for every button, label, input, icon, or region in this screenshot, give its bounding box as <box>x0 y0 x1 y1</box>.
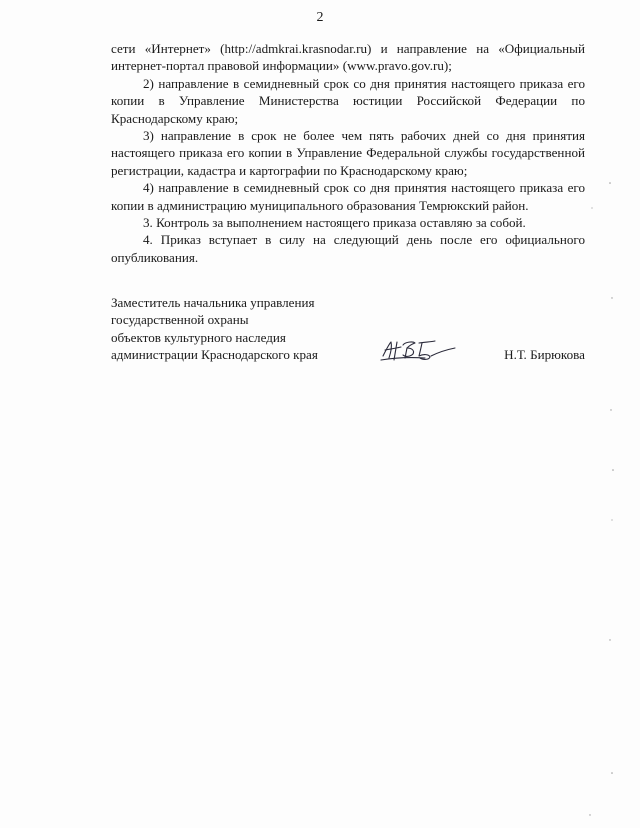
signer-name: Н.Т. Бирюкова <box>504 347 585 362</box>
position-line: администрации Краснодарского края <box>111 347 318 363</box>
paragraph-item-2: 2) направление в семидневный срок со дня принятия настоящего приказа его копии в Управление Министерства юстиции Российской Федерации по Краснодарскому краю; <box>111 75 585 126</box>
paragraph-continuation: сети «Интернет» (http://admkrai.krasnodar.ru) и направление на «Официальный интернет-портал правовой информации» (www.pravo.gov.ru); <box>111 41 585 74</box>
clause-4-effective-date: 4. Приказ вступает в силу на следующий день после его официального опубликования. <box>111 232 585 265</box>
position-line: Заместитель начальника управления <box>111 295 315 310</box>
paragraph-item-4: 4) направление в семидневный срок со дня принятия настоящего приказа его копии в администрацию муниципального образования Темрюкский район. <box>111 180 585 213</box>
clause-3-control: 3. Контроль за выполнением настоящего приказа оставляю за собой. <box>143 215 526 231</box>
position-line: объектов культурного наследия <box>111 329 286 345</box>
position-line: государственной охраны <box>111 312 249 328</box>
paragraph-item-3: 3) направление в срок не более чем пять рабочих дней со дня принятия настоящего приказа его копии в Управление Федеральной службы государственной регистрации, кадастра и картографии по Краснодарскому краю; <box>111 128 585 178</box>
page-number: 2 <box>316 10 324 25</box>
